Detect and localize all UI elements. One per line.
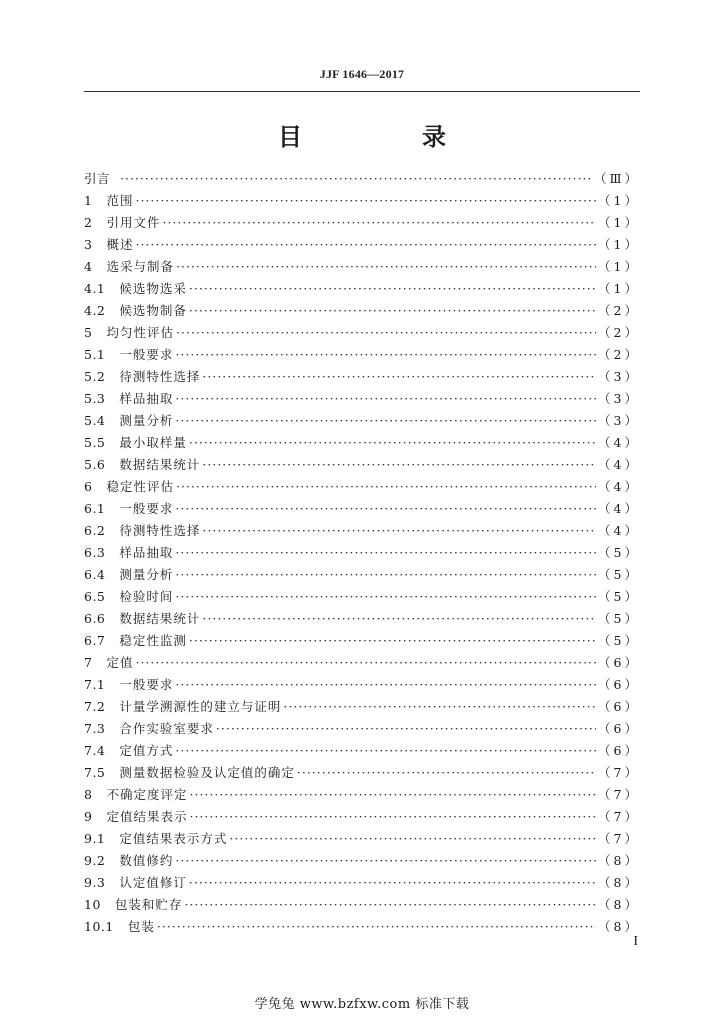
toc-entry-number: 5.6 [84, 457, 106, 472]
toc-entry-page: （Ⅲ） [593, 171, 640, 186]
toc-entry[interactable] [84, 872, 640, 894]
toc-entry-page: （1） [598, 215, 640, 230]
toc-entry-title: 一般要求 [119, 677, 174, 692]
toc-entry-title: 样品抽取 [119, 391, 174, 406]
toc-entry-page: （6） [598, 699, 640, 714]
dot-leader [135, 234, 596, 256]
toc-entry-title: 测量分析 [119, 567, 174, 582]
toc-entry-page: （3） [598, 413, 640, 428]
dot-leader [202, 366, 596, 388]
toc-entry-number: 4.1 [84, 281, 106, 296]
toc-entry[interactable] [84, 410, 640, 432]
toc-entry[interactable] [84, 234, 640, 256]
toc-entry-page: （3） [598, 369, 640, 384]
toc-entry-number: 9.3 [84, 875, 106, 890]
toc-entry-number: 6.1 [84, 501, 106, 516]
toc-entry[interactable] [84, 190, 640, 212]
toc-entry[interactable] [84, 762, 640, 784]
toc-entry-title: 一般要求 [119, 501, 174, 516]
toc-entry-number: 6 [84, 479, 93, 494]
toc-entry-page: （1） [598, 193, 640, 208]
dot-leader [175, 344, 596, 366]
toc-entry[interactable] [84, 784, 640, 806]
toc-entry-title: 定值结果表示 [106, 809, 188, 824]
dot-leader [176, 322, 596, 344]
dot-leader [189, 432, 596, 454]
toc-entry-page: （8） [598, 919, 640, 934]
toc-entry[interactable] [84, 432, 640, 454]
toc-entry-page: （4） [598, 457, 640, 472]
toc-entry-title: 定值 [106, 655, 134, 670]
toc-entry-title: 稳定性评估 [106, 479, 174, 494]
toc-entry[interactable] [84, 608, 640, 630]
toc-entry-title: 数据结果统计 [119, 611, 201, 626]
toc-entry-page: （5） [598, 567, 640, 582]
table-of-contents [84, 168, 640, 938]
page-title: 目 录 [278, 123, 494, 151]
toc-entry-title: 样品抽取 [119, 545, 174, 560]
toc-entry[interactable] [84, 630, 640, 652]
dot-leader [229, 828, 596, 850]
toc-entry-page: （7） [598, 809, 640, 824]
toc-entry-number: 9.2 [84, 853, 106, 868]
toc-entry-page: （6） [598, 655, 640, 670]
dot-leader [175, 388, 596, 410]
toc-entry-title: 定值结果表示方式 [119, 831, 228, 846]
dot-leader [283, 696, 596, 718]
toc-entry-number: 1 [84, 193, 93, 208]
dot-leader [176, 476, 596, 498]
toc-entry-title: 候选物选采 [119, 281, 187, 296]
toc-entry-title: 引用文件 [106, 215, 161, 230]
toc-entry-number: 5.3 [84, 391, 106, 406]
toc-entry-page: （4） [598, 501, 640, 516]
toc-entry-page: （6） [598, 677, 640, 692]
dot-leader [216, 718, 596, 740]
document-code: JJF 1646—2017 [319, 67, 405, 81]
toc-entry-title: 概述 [106, 237, 134, 252]
toc-entry-page: （2） [598, 303, 640, 318]
toc-entry-number: 6.6 [84, 611, 106, 626]
toc-entry-title: 候选物制备 [119, 303, 187, 318]
toc-entry-title: 最小取样量 [119, 435, 187, 450]
dot-leader [202, 608, 596, 630]
toc-entry-number: 4.2 [84, 303, 106, 318]
dot-leader [189, 300, 596, 322]
toc-entry[interactable] [84, 278, 640, 300]
toc-entry[interactable] [84, 344, 640, 366]
dot-leader [175, 586, 596, 608]
toc-entry-page: （5） [598, 589, 640, 604]
page-number: I [633, 934, 638, 949]
toc-entry-number: 8 [84, 787, 93, 802]
dot-leader [189, 630, 596, 652]
toc-entry-page: （5） [598, 545, 640, 560]
toc-entry-title: 合作实验室要求 [119, 721, 214, 736]
dot-leader [175, 674, 596, 696]
toc-entry[interactable] [84, 520, 640, 542]
toc-entry-number: 3 [84, 237, 93, 252]
toc-entry[interactable] [84, 696, 640, 718]
toc-entry-page: （8） [598, 853, 640, 868]
dot-leader [189, 806, 596, 828]
toc-entry[interactable] [84, 806, 640, 828]
dot-leader [175, 740, 596, 762]
dot-leader [175, 850, 596, 872]
toc-entry-page: （5） [598, 611, 640, 626]
toc-entry[interactable] [84, 366, 640, 388]
dot-leader [175, 410, 596, 432]
toc-entry[interactable] [84, 718, 640, 740]
dot-leader [135, 190, 596, 212]
dot-leader [202, 454, 596, 476]
toc-entry-page: （1） [598, 237, 640, 252]
toc-entry-title: 范围 [106, 193, 134, 208]
toc-entry-number: 2 [84, 215, 93, 230]
toc-entry-title: 数值修约 [119, 853, 174, 868]
toc-entry-title: 一般要求 [119, 347, 174, 362]
toc-entry-number: 5.2 [84, 369, 106, 384]
dot-leader [189, 784, 596, 806]
toc-entry-page: （7） [598, 787, 640, 802]
toc-entry[interactable] [84, 212, 640, 234]
toc-entry[interactable] [84, 476, 640, 498]
toc-entry-title: 稳定性监测 [119, 633, 187, 648]
toc-entry-page: （2） [598, 325, 640, 340]
dot-leader [202, 520, 596, 542]
toc-entry[interactable] [84, 388, 640, 410]
dot-leader [135, 652, 596, 674]
toc-entry[interactable] [84, 454, 640, 476]
toc-entry-number: 6.7 [84, 633, 106, 648]
toc-entry-number: 7.4 [84, 743, 106, 758]
toc-entry-page: （6） [598, 743, 640, 758]
toc-entry-page: （7） [598, 831, 640, 846]
toc-entry[interactable] [84, 586, 640, 608]
toc-entry-number: 5.4 [84, 413, 106, 428]
toc-entry-title: 检验时间 [119, 589, 174, 604]
toc-entry-number: 9.1 [84, 831, 106, 846]
dot-leader [175, 498, 596, 520]
toc-entry-number: 6.3 [84, 545, 106, 560]
toc-entry[interactable] [84, 916, 640, 938]
toc-entry-number: 7.3 [84, 721, 106, 736]
toc-entry-page: （2） [598, 347, 640, 362]
toc-entry[interactable] [84, 894, 640, 916]
toc-entry-number: 7 [84, 655, 93, 670]
toc-entry-title: 包装 [127, 919, 155, 934]
toc-entry-number: 7.1 [84, 677, 106, 692]
toc-entry[interactable] [84, 322, 640, 344]
toc-entry[interactable] [84, 652, 640, 674]
toc-entry-number: 6.5 [84, 589, 106, 604]
toc-entry-title: 包装和贮存 [114, 897, 183, 912]
toc-entry-title: 选采与制备 [106, 259, 174, 274]
toc-entry-number: 9 [84, 809, 93, 824]
toc-entry-number: 10.1 [84, 919, 114, 934]
dot-leader [157, 916, 596, 938]
toc-entry-number: 7.2 [84, 699, 106, 714]
toc-entry-page: （1） [598, 281, 640, 296]
toc-entry[interactable] [84, 498, 640, 520]
toc-entry-title: 不确定度评定 [106, 787, 188, 802]
toc-entry[interactable] [84, 674, 640, 696]
toc-entry-page: （8） [598, 897, 640, 912]
toc-entry[interactable] [84, 256, 640, 278]
toc-entry-page: （6） [598, 721, 640, 736]
toc-entry[interactable] [84, 300, 640, 322]
toc-entry-number: 5.5 [84, 435, 106, 450]
toc-entry-title: 测量分析 [119, 413, 174, 428]
toc-entry-page: （5） [598, 633, 640, 648]
dot-leader [176, 256, 596, 278]
header-divider [84, 91, 640, 92]
toc-entry-page: （1） [598, 259, 640, 274]
toc-entry[interactable] [84, 850, 640, 872]
toc-entry[interactable] [84, 168, 640, 190]
toc-entry-number: 7.5 [84, 765, 106, 780]
toc-entry[interactable] [84, 740, 640, 762]
toc-entry[interactable] [84, 828, 640, 850]
toc-entry-title: 待测特性选择 [119, 523, 201, 538]
toc-entry-title: 计量学溯源性的建立与证明 [119, 699, 282, 714]
dot-leader [189, 278, 596, 300]
toc-entry-number: 6.4 [84, 567, 106, 582]
toc-entry-title: 认定值修订 [119, 875, 187, 890]
toc-entry-page: （3） [598, 391, 640, 406]
dot-leader [189, 872, 596, 894]
toc-entry-page: （4） [598, 479, 640, 494]
toc-entry-title: 数据结果统计 [119, 457, 201, 472]
toc-entry-title: 定值方式 [119, 743, 174, 758]
dot-leader [184, 894, 596, 916]
toc-entry-number: 4 [84, 259, 93, 274]
toc-entry-page: （7） [598, 765, 640, 780]
toc-entry-page: （8） [598, 875, 640, 890]
dot-leader [175, 542, 596, 564]
toc-entry-title: 测量数据检验及认定值的确定 [119, 765, 295, 780]
toc-entry-number: 5.1 [84, 347, 106, 362]
toc-entry[interactable] [84, 564, 640, 586]
toc-entry-number: 5 [84, 325, 93, 340]
toc-entry-number: 6.2 [84, 523, 106, 538]
dot-leader [297, 762, 596, 784]
toc-entry-title: 均匀性评估 [106, 325, 174, 340]
toc-entry-number: 10 [84, 897, 101, 912]
toc-entry-page: （4） [598, 523, 640, 538]
dot-leader [120, 168, 592, 190]
dot-leader [175, 564, 596, 586]
toc-entry[interactable] [84, 542, 640, 564]
toc-entry-number: 引言 [84, 171, 111, 186]
toc-entry-page: （4） [598, 435, 640, 450]
dot-leader [162, 212, 596, 234]
footer-watermark-text: 学兔兔 www.bzfxw.com 标准下载 [254, 997, 470, 1012]
toc-entry-title: 待测特性选择 [119, 369, 201, 384]
